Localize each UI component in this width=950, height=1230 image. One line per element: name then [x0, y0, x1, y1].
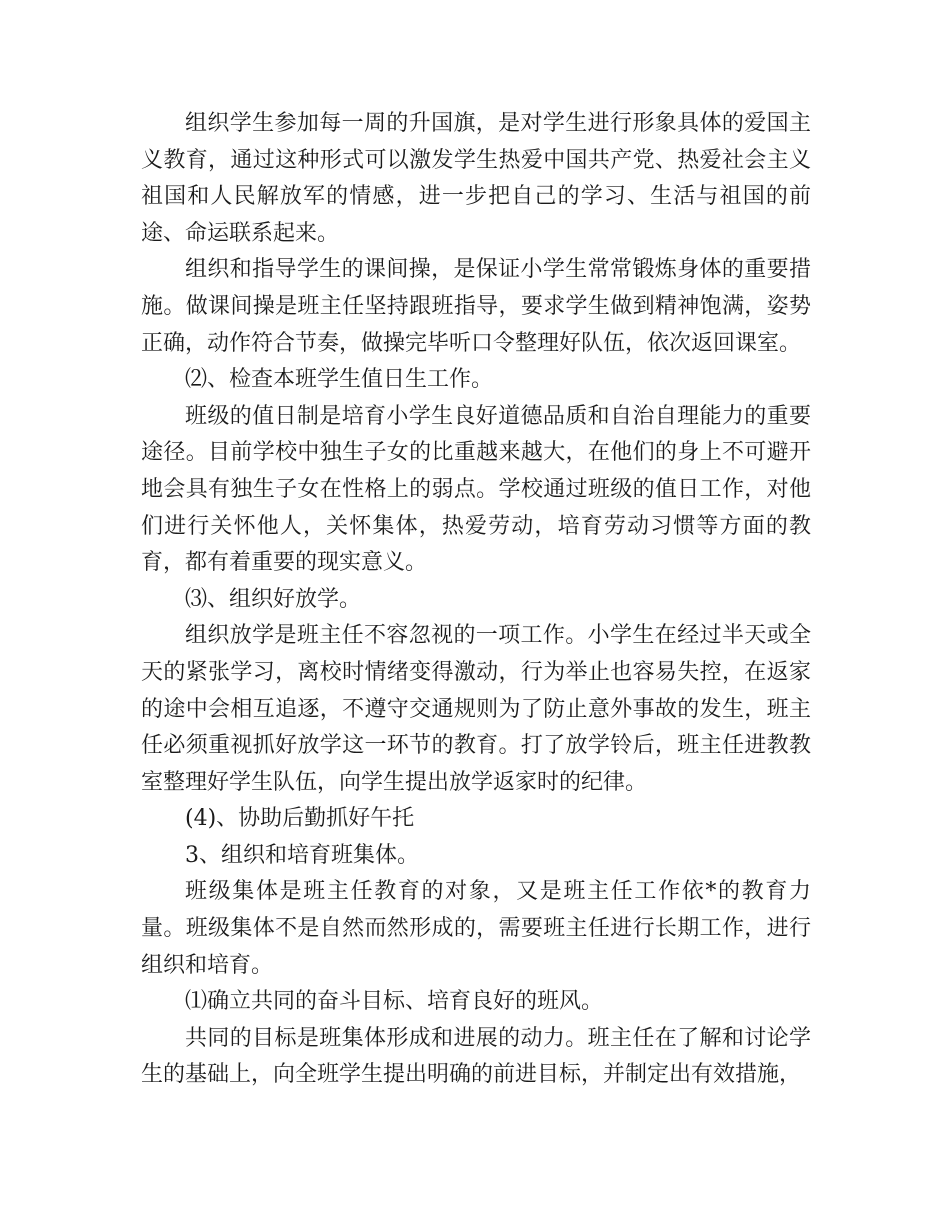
paragraph: 共同的目标是班集体形成和进展的动力。班主任在了解和讨论学生的基础上，向全班学生提出明确的前进目标，并制定出有效措施，	[141, 1025, 811, 1088]
section-heading: ⑵、检查本班学生值日生工作。	[185, 367, 494, 393]
section-heading: 3、组织和培育班集体。	[185, 842, 419, 868]
paragraph: 班级的值日制是培育小学生良好道德品质和自治自理能力的重要途径。目前学校中独生子女的比重越来越大，在他们的身上不可避开地会具有独生子女在性格上的弱点。学校通过班级的值日工作，对他们进行关怀他人，关怀集体，热爱劳动，培育劳动习惯等方面的教育，都有着重要的现实意义。	[141, 403, 811, 576]
section-heading: ⑶、组织好放学。	[185, 586, 362, 612]
section-heading: ⑴确立共同的奋斗目标、培育良好的班风。	[185, 989, 604, 1015]
paragraph: 组织和指导学生的课间操，是保证小学生常常锻炼身体的重要措施。做课间操是班主任坚持跟班指导，要求学生做到精神饱满，姿势正确，动作符合节奏，做操完毕听口令整理好队伍，依次返回课室。	[141, 257, 811, 356]
document-body	[141, 106, 811, 1094]
paragraph: 班级集体是班主任教育的对象，又是班主任工作依*的教育力量。班级集体不是自然而然形成的，需要班主任进行长期工作，进行组织和培育。	[141, 879, 811, 978]
paragraph: 组织学生参加每一周的升国旗，是对学生进行形象具体的爱国主义教育，通过这种形式可以激发学生热爱中国共产党、热爱社会主义祖国和人民解放军的情感，进一步把自己的学习、生活与祖国的前途、命运联系起来。	[141, 111, 811, 246]
section-heading: (4)、协助后勤抓好午托	[185, 806, 415, 832]
paragraph: 组织放学是班主任不容忽视的一项工作。小学生在经过半天或全天的紧张学习，离校时情绪变得激动，行为举止也容易失控，在返家的途中会相互追逐，不遵守交通规则为了防止意外事故的发生，班主任必须重视抓好放学这一环节的教育。打了放学铃后，班主任进教教室整理好学生队伍，向学生提出放学返家时的纪律。	[141, 623, 811, 795]
